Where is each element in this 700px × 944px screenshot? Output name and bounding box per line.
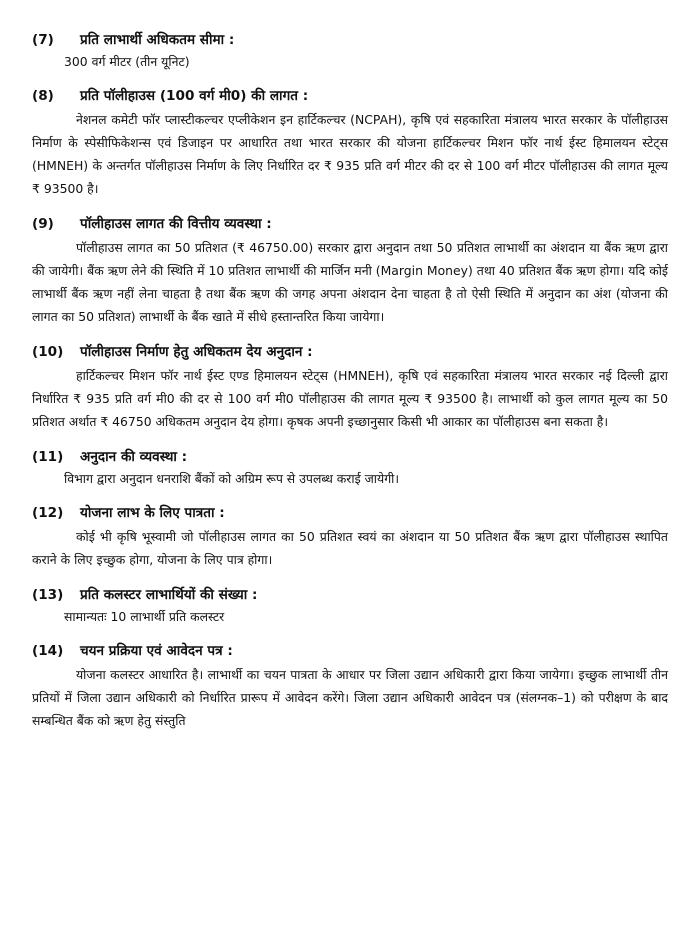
- section-title: प्रति लाभार्थी अधिकतम सीमा :: [80, 32, 235, 48]
- section-12: [32, 503, 668, 571]
- section-heading: [32, 641, 668, 661]
- section-body: कोई भी कृषि भूस्वामी जो पॉलीहाउस लागत का 50 प्रतिशत स्वयं का अंशदान या 50 प्रतिशत बैंक ऋण द्वारा पॉलीहाउस स्थापित कराने के लिए इच्छुक होगा, योजना के लिए पात्र होगा।: [32, 529, 668, 567]
- section-title: पॉलीहाउस निर्माण हेतु अधिकतम देय अनुदान :: [80, 344, 313, 360]
- section-14: [32, 641, 668, 732]
- section-title: पॉलीहाउस लागत की वित्तीय व्यवस्था :: [80, 216, 272, 232]
- section-11: [32, 447, 668, 489]
- section-number: (14): [32, 643, 64, 659]
- section-7: [32, 30, 668, 72]
- section-number: (8): [32, 88, 54, 104]
- section-number: (11): [32, 449, 64, 465]
- section-number: (12): [32, 505, 64, 521]
- section-13: [32, 585, 668, 627]
- section-title: योजना लाभ के लिए पात्रता :: [80, 505, 225, 521]
- section-heading: [32, 585, 668, 605]
- section-title: प्रति पॉलीहाउस (100 वर्ग मी0) की लागत :: [80, 88, 309, 104]
- section-number: (7): [32, 32, 54, 48]
- section-body: सामान्यतः 10 लाभार्थी प्रति कलस्टर: [64, 609, 225, 624]
- section-heading: [32, 342, 668, 362]
- section-9: [32, 214, 668, 328]
- section-heading: [32, 503, 668, 523]
- section-body: पॉलीहाउस लागत का 50 प्रतिशत (₹ 46750.00) सरकार द्वारा अनुदान तथा 50 प्रतिशत लाभार्थी का अंशदान या बैंक ऋण द्वारा की जायेगी। बैंक ऋण लेने की स्थिति में 10 प्रतिशत लाभार्थी की मार्जिन मनी (Margin Money) तथा 40 प्रतिशत बैंक ऋण होगा। यदि कोई लाभार्थी बैंक ऋण नहीं लेना चाहता है तथा बैंक ऋण की जगह अपना अंशदान देना चाहता है तो ऐसी स्थिति में अनुदान का अंश (योजना की लागत का 50 प्रतिशत) लाभार्थी के बैंक खाते में सीधे हस्तान्तरित किया जायेगा।: [32, 240, 668, 324]
- section-10: [32, 342, 668, 433]
- section-body: विभाग द्वारा अनुदान धनराशि बैंकों को अग्रिम रूप से उपलब्ध कराई जायेगी।: [64, 471, 400, 486]
- section-number: (13): [32, 587, 64, 603]
- section-number: (9): [32, 216, 54, 232]
- section-title: चयन प्रक्रिया एवं आवेदन पत्र :: [80, 643, 233, 659]
- section-heading: [32, 447, 668, 467]
- section-body: नेशनल कमेटी फॉर प्लास्टीकल्चर एप्लीकेशन इन हार्टिकल्चर (NCPAH), कृषि एवं सहकारिता मंत्रालय भारत सरकार के पॉलीहाउस निर्माण के स्पेसीफिकेशन्स एवं डिजाइन पर आधारित तथा भारत सरकार की योजना हार्टिकल्चर मिशन फॉर नार्थ ईस्ट हिमालयन स्टेट्स (HMNEH) के अन्तर्गत पॉलीहाउस निर्माण के लिए निर्धारित दर ₹ 935 प्रति वर्ग मीटर की दर से 100 वर्ग मीटर पॉलीहाउस की लागत मूल्य ₹ 93500 है।: [32, 112, 668, 196]
- section-number: (10): [32, 344, 64, 360]
- section-heading: [32, 86, 668, 106]
- section-8: [32, 86, 668, 200]
- section-heading: [32, 30, 668, 50]
- section-body: योजना कलस्टर आधारित है। लाभार्थी का चयन पात्रता के आधार पर जिला उद्यान अधिकारी द्वारा किया जायेगा। इच्छुक लाभार्थी तीन प्रतियों में जिला उद्यान अधिकारी को निर्धारित प्रारूप में आवेदन करेंगे। जिला उद्यान अधिकारी आवेदन पत्र (संलग्नक–1) को परीक्षण के बाद सम्बन्धित बैंक को ऋण हेतु संस्तुति: [32, 667, 668, 728]
- section-title: प्रति कलस्टर लाभार्थियों की संख्या :: [80, 587, 258, 603]
- section-title: अनुदान की व्यवस्था :: [80, 449, 188, 465]
- section-body: हार्टिकल्चर मिशन फॉर नार्थ ईस्ट एण्ड हिमालयन स्टेट्स (HMNEH), कृषि एवं सहकारिता मंत्रालय भारत सरकार नई दिल्ली द्वारा निर्धारित ₹ 935 प्रति वर्ग मी0 की दर से 100 वर्ग मी0 पॉलीहाउस की लागत मूल्य ₹ 93500 है। लाभार्थी को कुल लागत मूल्य का 50 प्रतिशत अर्थात ₹ 46750 अधिकतम अनुदान देय होगा। कृषक अपनी इच्छानुसार किसी भी आकार का पॉलीहाउस बना सकता है।: [32, 368, 668, 429]
- section-heading: [32, 214, 668, 234]
- section-body: 300 वर्ग मीटर (तीन यूनिट): [64, 54, 190, 69]
